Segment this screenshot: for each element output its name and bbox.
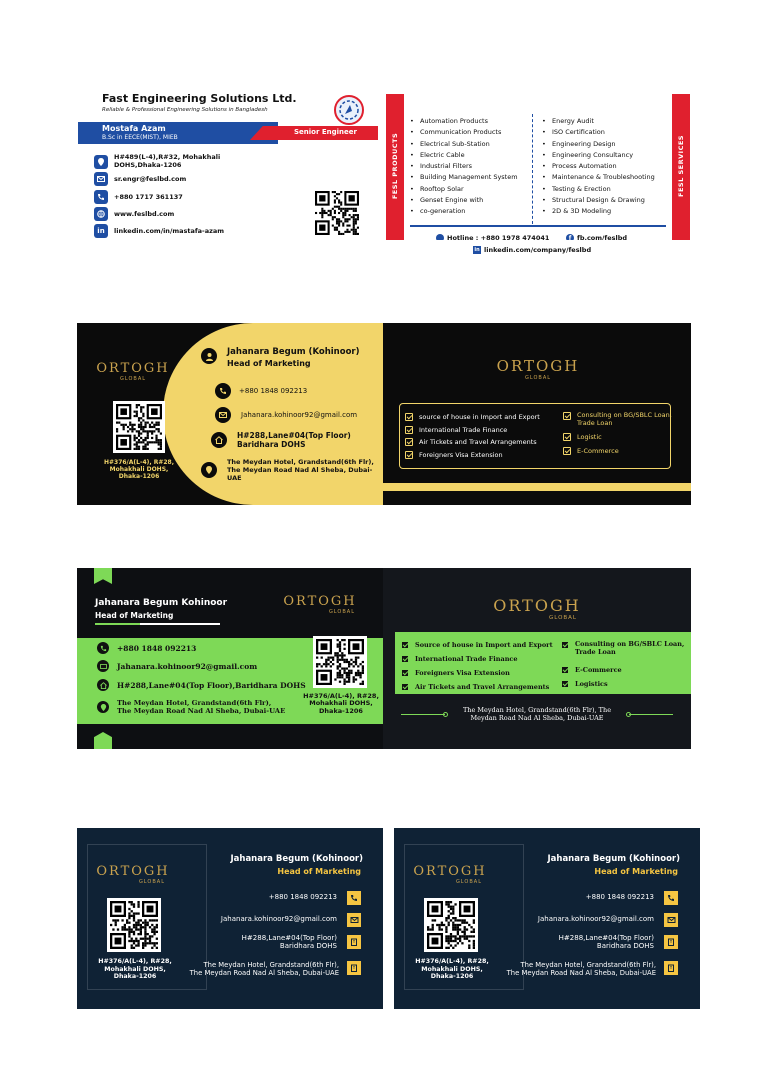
service-item: Foreigners Visa Extension bbox=[419, 450, 503, 459]
brand-logo bbox=[93, 361, 173, 382]
fesl-hotline-row[interactable] bbox=[436, 234, 549, 240]
fesl-facebook-row[interactable] bbox=[566, 234, 627, 240]
phone-icon bbox=[94, 190, 108, 204]
fesl-services-label: FESL SERVICES bbox=[677, 135, 685, 197]
service-item: • Testing & Erection bbox=[542, 184, 655, 195]
service-item: E-Commerce bbox=[575, 666, 622, 674]
address2-text: The Meydan Hotel, Grandstand(6th Flr), The Meydan Road Nad Al Sheba, Dubai-UAE bbox=[189, 961, 339, 978]
brand-sub: GLOBAL bbox=[328, 609, 355, 615]
qr-code bbox=[424, 898, 478, 952]
address2-text: The Meydan Hotel, Grandstand(6th Flr), The Meydan Road Nad Al Sheba, Dubai-UAE bbox=[506, 961, 656, 978]
address-divider-right bbox=[629, 714, 673, 715]
qr-caption: H#376/A(L-4), R#28, Mohakhali DOHS, Dhaka-1206 bbox=[303, 692, 379, 715]
phone-row[interactable] bbox=[97, 642, 196, 654]
fesl-email-row[interactable] bbox=[94, 172, 186, 186]
brand-logo bbox=[275, 594, 365, 615]
location-icon bbox=[94, 155, 108, 169]
service-item: • Energy Audit bbox=[542, 116, 655, 127]
building-icon bbox=[347, 935, 361, 949]
service-item: Source of house in Import and Export bbox=[415, 641, 553, 649]
brand-name: ORTOGH bbox=[493, 596, 581, 615]
contact-name: Jahanara Begum (Kohinoor) bbox=[547, 854, 680, 864]
qr-code bbox=[113, 401, 165, 453]
brand-name: ORTOGH bbox=[283, 594, 357, 609]
fesl-card-back bbox=[386, 94, 690, 240]
brand-name: ORTOGH bbox=[413, 864, 487, 879]
fesl-company-linkedin: linkedin.com/company/feslbd bbox=[484, 246, 592, 254]
address2-row bbox=[97, 699, 287, 715]
address-divider-left bbox=[401, 714, 445, 715]
brand-name: ORTOGH bbox=[96, 361, 170, 376]
service-item: • Structural Design & Drawing bbox=[542, 195, 655, 206]
ortogh-yellow-front bbox=[77, 323, 383, 505]
fesl-name: Mostafa Azam bbox=[102, 124, 166, 133]
address-divider-dot bbox=[443, 712, 448, 717]
home-icon bbox=[97, 679, 109, 691]
home-icon bbox=[211, 432, 227, 448]
location-icon bbox=[201, 462, 217, 478]
address1-row bbox=[97, 679, 306, 691]
qr-code bbox=[107, 898, 161, 952]
brand-sub: GLOBAL bbox=[455, 879, 482, 885]
back-address: The Meydan Hotel, Grandstand(6th Flr), The Meydan Road Nad Al Sheba, Dubai-UAE bbox=[462, 706, 612, 722]
email-icon bbox=[215, 407, 231, 423]
corner-tab-bottom bbox=[94, 732, 112, 749]
user-icon bbox=[201, 348, 217, 364]
qr-caption: H#376/A(L-4), R#28, Mohakhali DOHS, Dhaka-1206 bbox=[98, 958, 172, 981]
service-item: Logistic bbox=[577, 433, 602, 441]
fesl-linkedin: linkedin.com/in/mastafa-azam bbox=[114, 227, 225, 235]
phone-icon bbox=[215, 383, 231, 399]
brand-sub: GLOBAL bbox=[138, 879, 165, 885]
services-right bbox=[563, 411, 673, 455]
contact-title: Head of Marketing bbox=[594, 867, 678, 876]
linkedin-icon: in bbox=[474, 247, 480, 253]
contact-title: Head of Marketing bbox=[227, 359, 311, 368]
email-icon bbox=[347, 913, 361, 927]
service-item: • ISO Certification bbox=[542, 127, 655, 138]
phone-icon bbox=[97, 642, 109, 654]
email-row[interactable] bbox=[97, 660, 257, 672]
email-text[interactable]: Jahanara.kohinoor92@gmail.com bbox=[537, 915, 654, 923]
brand-logo bbox=[479, 596, 595, 621]
location-icon bbox=[97, 701, 109, 713]
email-row[interactable] bbox=[215, 407, 357, 423]
service-item: • Engineering Consultancy bbox=[542, 150, 655, 161]
service-item: Logistics bbox=[575, 680, 608, 688]
phone-text[interactable]: +880 1848 092213 bbox=[268, 893, 337, 901]
fesl-divider bbox=[532, 114, 533, 224]
ortogh-navy-card-left bbox=[77, 828, 383, 1009]
product-item: • Automation Products bbox=[410, 116, 518, 127]
product-item: • Communication Products bbox=[410, 127, 518, 138]
qr-code bbox=[313, 636, 367, 688]
service-item: • Process Automation bbox=[542, 161, 655, 172]
fesl-address-row bbox=[94, 154, 274, 170]
service-item: • 2D & 3D Modeling bbox=[542, 206, 655, 217]
qr-caption: H#376/A(L-4), R#28, Mohakhali DOHS, Dhaka-1206 bbox=[103, 459, 175, 481]
ortogh-yellow-back bbox=[383, 323, 691, 505]
fesl-email: sr.engr@feslbd.com bbox=[114, 175, 187, 183]
service-item: • Maintenance & Troubleshooting bbox=[542, 172, 655, 183]
fesl-phone-row[interactable] bbox=[94, 190, 183, 204]
brand-name: ORTOGH bbox=[96, 864, 170, 879]
qr-caption: H#376/A(L-4), R#28, Mohakhali DOHS, Dhaka-1206 bbox=[415, 958, 489, 981]
qr-code bbox=[312, 188, 362, 238]
fesl-products-label: FESL PRODUCTS bbox=[391, 132, 399, 200]
contact-name: Jahanara Begum (Kohinoor) bbox=[230, 854, 363, 864]
brand-sub: GLOBAL bbox=[119, 376, 147, 382]
product-item: • Electric Cable bbox=[410, 150, 518, 161]
fesl-phone: +880 1717 361137 bbox=[114, 193, 183, 201]
address1-text: H#288,Lane#04(Top Floor) Baridhara DOHS bbox=[558, 934, 654, 951]
services-left bbox=[401, 638, 553, 694]
services-left bbox=[405, 411, 540, 461]
yellow-stripe bbox=[383, 483, 691, 491]
phone-icon bbox=[347, 891, 361, 905]
contact-name: Jahanara Begum (Kohinoor) bbox=[227, 347, 360, 357]
fesl-company-linkedin-row[interactable] bbox=[473, 246, 591, 254]
address1-text: H#288,Lane#04(Top Floor),Baridhara DOHS bbox=[117, 680, 306, 690]
address1-text: H#288,Lane#04(Top Floor) Baridhara DOHS bbox=[237, 431, 351, 449]
fesl-address: H#489(L-4),R#32, Mohakhali DOHS,Dhaka-1206 bbox=[114, 153, 221, 169]
email-icon bbox=[97, 660, 109, 672]
brand-logo bbox=[483, 357, 593, 381]
service-item: Air Tickets and Travel Arrangements bbox=[419, 438, 537, 446]
corner-tab-top bbox=[94, 568, 112, 584]
building-icon bbox=[347, 961, 361, 975]
fesl-degree: B.Sc in EECE(MIST), MIEB bbox=[102, 134, 178, 141]
service-item: E-Commerce bbox=[577, 447, 619, 455]
fesl-linkedin-row[interactable] bbox=[94, 224, 224, 238]
ortogh-navy-card-right bbox=[394, 828, 700, 1009]
address2-row bbox=[201, 458, 381, 482]
globe-icon bbox=[94, 207, 108, 221]
phone-icon bbox=[436, 234, 444, 240]
building-icon bbox=[664, 961, 678, 975]
product-item: • Genset Engine with bbox=[410, 195, 518, 206]
email-text: Jahanara.kohinoor92@gmail.com bbox=[117, 661, 258, 671]
service-item: International Trade Finance bbox=[419, 425, 508, 434]
brand-name: ORTOGH bbox=[496, 357, 580, 375]
fesl-web-row[interactable] bbox=[94, 207, 174, 221]
fesl-footer-line bbox=[410, 225, 666, 227]
building-icon bbox=[664, 935, 678, 949]
fesl-facebook: fb.com/feslbd bbox=[577, 234, 628, 240]
email-text[interactable]: Jahanara.kohinoor92@gmail.com bbox=[220, 915, 337, 923]
phone-row[interactable] bbox=[215, 383, 307, 399]
fesl-hotline: Hotline : +880 1978 474041 bbox=[447, 234, 550, 240]
fesl-products-list bbox=[410, 116, 518, 218]
phone-text: +880 1848 092213 bbox=[239, 387, 308, 395]
service-item: source of house in Import and Export bbox=[419, 413, 540, 421]
address-divider-dot bbox=[626, 712, 631, 717]
fesl-company-name: Fast Engineering Solutions Ltd. bbox=[102, 92, 297, 105]
title-underline-accent bbox=[95, 623, 140, 625]
ortogh-green-back bbox=[383, 568, 691, 749]
fesl-tagline: Reliable & Professional Engineering Solutions in Bangladesh bbox=[102, 107, 268, 113]
product-item: • Rooftop Solar bbox=[410, 184, 518, 195]
product-item: • co-generation bbox=[410, 206, 518, 217]
phone-icon bbox=[664, 891, 678, 905]
contact-title: Head of Marketing bbox=[95, 611, 174, 620]
facebook-icon: f bbox=[566, 234, 574, 240]
phone-text[interactable]: +880 1848 092213 bbox=[585, 893, 654, 901]
product-item: • Electrical Sub-Station bbox=[410, 139, 518, 150]
fesl-web: www.feslbd.com bbox=[114, 210, 175, 218]
linkedin-icon: in bbox=[94, 224, 108, 238]
brand-sub: GLOBAL bbox=[548, 615, 577, 621]
fesl-card-front bbox=[78, 88, 378, 243]
service-item: Consulting on BG/SBLC Loan, Trade Loan bbox=[577, 411, 672, 427]
fesl-services-list bbox=[542, 116, 655, 218]
product-item: • Building Management System bbox=[410, 172, 518, 183]
service-item: Consulting on BG/SBLC Loan, Trade Loan bbox=[575, 640, 685, 656]
address2-text: The Meydan Hotel, Grandstand(6th Flr), The Meydan Road Nad Al Sheba, Dubai-UAE bbox=[117, 699, 286, 716]
brand-sub: GLOBAL bbox=[524, 375, 552, 381]
contact-name: Jahanara Begum Kohinoor bbox=[95, 598, 228, 608]
ortogh-green-front bbox=[77, 568, 383, 749]
fesl-role: Senior Engineer bbox=[294, 128, 357, 136]
email-icon bbox=[94, 172, 108, 186]
service-item: Foreigners Visa Extension bbox=[415, 669, 510, 677]
address2-text: The Meydan Hotel, Grandstand(6th Flr), The Meydan Road Nad Al Sheba, Dubai-UAE bbox=[227, 458, 374, 483]
services-right bbox=[561, 640, 685, 688]
contact-title: Head of Marketing bbox=[277, 867, 361, 876]
email-icon bbox=[664, 913, 678, 927]
address1-row bbox=[211, 431, 367, 449]
address1-text: H#288,Lane#04(Top Floor) Baridhara DOHS bbox=[241, 934, 337, 951]
email-text: Jahanara.kohinoor92@gmail.com bbox=[241, 411, 358, 419]
product-item: • Industrial Filters bbox=[410, 161, 518, 172]
service-item: Air Tickets and Travel Arrangements bbox=[415, 683, 550, 691]
service-item: • Engineering Design bbox=[542, 139, 655, 150]
fesl-logo bbox=[334, 95, 364, 125]
phone-text: +880 1848 092213 bbox=[117, 643, 197, 653]
service-item: International Trade Finance bbox=[415, 655, 518, 663]
